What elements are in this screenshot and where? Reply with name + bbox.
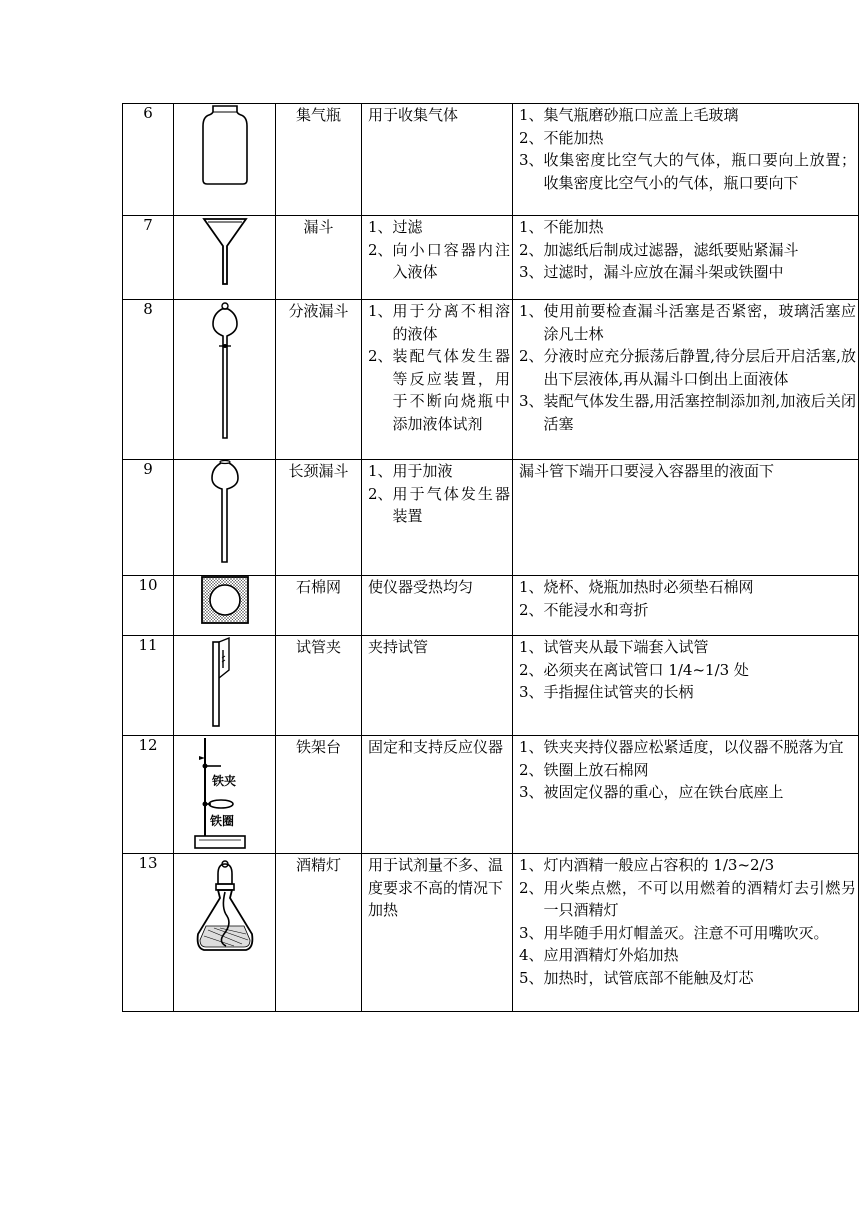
- list-item: 1、 烧杯、烧瓶加热时必须垫石棉网: [519, 578, 754, 596]
- list-item: 2、 不能浸水和弯折: [519, 600, 649, 619]
- notes-list: [513, 854, 858, 989]
- uses-list: [362, 576, 512, 599]
- list-item: 1、 铁夹夹持仪器应松紧适度，以仪器不脱落为宜: [519, 738, 844, 756]
- table-row: [123, 636, 859, 736]
- list-item: 1、 用于分离不相溶的液体: [368, 302, 510, 343]
- apparatus-name: 分液漏斗: [276, 300, 362, 460]
- asbestos-gauze-icon: [174, 576, 276, 636]
- uses-list: [362, 854, 512, 922]
- notes-text: 漏斗管下端开口要浸入容器里的液面下: [519, 462, 775, 480]
- list-item: 3、 过滤时，漏斗应放在漏斗架或铁圈中: [519, 263, 784, 281]
- list-item: 5、 加热时，试管底部不能触及灯芯: [519, 968, 754, 987]
- notes-list: [513, 216, 858, 284]
- notes-list: [513, 736, 858, 804]
- list-item: 1、 用于加液: [368, 462, 453, 480]
- list-item: 1、 不能加热: [519, 218, 604, 236]
- list-item: 2、 铁圈上放石棉网: [519, 760, 649, 779]
- table-row: [123, 736, 859, 854]
- list-item: 2、 分液时应充分振荡后静置,待分层后开启活塞,放出下层液体,再从漏斗口倒出上面液体: [519, 347, 856, 388]
- uses-list: [362, 736, 512, 759]
- list-item: 2、 用火柴点燃，不可以用燃着的酒精灯去引燃另一只酒精灯: [519, 878, 856, 919]
- list-item: 1、 过滤: [368, 218, 423, 236]
- uses-list: [362, 216, 512, 284]
- apparatus-name: 石棉网: [276, 576, 362, 636]
- list-item: 1、 灯内酒精一般应占容积的 1/3~2/3: [519, 856, 775, 874]
- row-number: 10: [123, 576, 174, 636]
- apparatus-table: [122, 103, 859, 1012]
- notes-list: [513, 300, 858, 435]
- table-row: [123, 104, 859, 216]
- list-item: 2、 加滤纸后制成过滤器，滤纸要贴紧漏斗: [519, 240, 799, 259]
- uses-list: [362, 460, 512, 528]
- notes-list: [513, 104, 858, 194]
- list-item: 2、 不能加热: [519, 128, 604, 147]
- apparatus-name: 酒精灯: [276, 854, 362, 1012]
- separatory-funnel-icon: [174, 300, 276, 460]
- list-item: 3、 用毕随手用灯帽盖灭。注意不可用嘴吹灭。: [519, 923, 829, 942]
- notes-list: [513, 576, 858, 621]
- uses-list: [362, 104, 512, 127]
- row-number: 13: [123, 854, 174, 1012]
- list-item: 夹持试管: [368, 638, 429, 656]
- apparatus-name: 铁架台: [276, 736, 362, 854]
- long-neck-funnel-icon: [174, 460, 276, 576]
- list-item: 2、 用于气体发生器装置: [368, 484, 510, 525]
- table-row: [123, 216, 859, 300]
- list-item: 1、 试管夹从最下端套入试管: [519, 638, 709, 656]
- row-number: 9: [123, 460, 174, 576]
- list-item: 用于收集气体: [368, 106, 459, 124]
- gas-jar-icon: [174, 104, 276, 216]
- apparatus-name: 集气瓶: [276, 104, 362, 216]
- funnel-icon: [174, 216, 276, 300]
- apparatus-name: 漏斗: [276, 216, 362, 300]
- row-number: 12: [123, 736, 174, 854]
- list-item: 2、 必须夹在离试管口 1/4~1/3 处: [519, 660, 749, 679]
- table-row: [123, 576, 859, 636]
- list-item: 4、 应用酒精灯外焰加热: [519, 946, 679, 964]
- apparatus-name: 长颈漏斗: [276, 460, 362, 576]
- row-number: 6: [123, 104, 174, 216]
- alcohol-lamp-icon: [174, 854, 276, 1012]
- uses-list: [362, 300, 512, 435]
- list-item: 1、 集气瓶磨砂瓶口应盖上毛玻璃: [519, 106, 739, 124]
- clamp-label: 铁夹: [211, 774, 236, 788]
- list-item: 3、 被固定仪器的重心，应在铁台底座上: [519, 783, 784, 801]
- list-item: 2、 装配气体发生器等反应装置，用于不断向烧瓶中添加液体试剂: [368, 347, 510, 433]
- list-item: 3、 手指握住试管夹的长柄: [519, 683, 694, 701]
- row-number: 7: [123, 216, 174, 300]
- apparatus-name: 试管夹: [276, 636, 362, 736]
- list-item: 3、 收集密度比空气大的气体，瓶口要向上放置；收集密度比空气小的气体，瓶口要向下: [519, 151, 856, 192]
- table-row: [123, 460, 859, 576]
- table-row: [123, 854, 859, 1012]
- list-item: 使仪器受热均匀: [368, 578, 474, 596]
- table-row: [123, 300, 859, 460]
- list-item: 固定和支持反应仪器: [368, 738, 504, 756]
- uses-list: [362, 636, 512, 659]
- test-tube-holder-icon: [174, 636, 276, 736]
- row-number: 11: [123, 636, 174, 736]
- list-item: 2、 向小口容器内注入液体: [368, 240, 510, 281]
- row-number: 8: [123, 300, 174, 460]
- ring-label: 铁圈: [209, 814, 234, 828]
- list-item: 用于试剂量不多、温度要求不高的情况下加热: [368, 856, 504, 919]
- iron-stand-icon: [174, 736, 276, 854]
- notes-list: [513, 636, 858, 704]
- list-item: 1、 使用前要检查漏斗活塞是否紧密，玻璃活塞应涂凡士林: [519, 302, 856, 343]
- list-item: 3、 装配气体发生器,用活塞控制添加剂,加液后关闭活塞: [519, 392, 856, 433]
